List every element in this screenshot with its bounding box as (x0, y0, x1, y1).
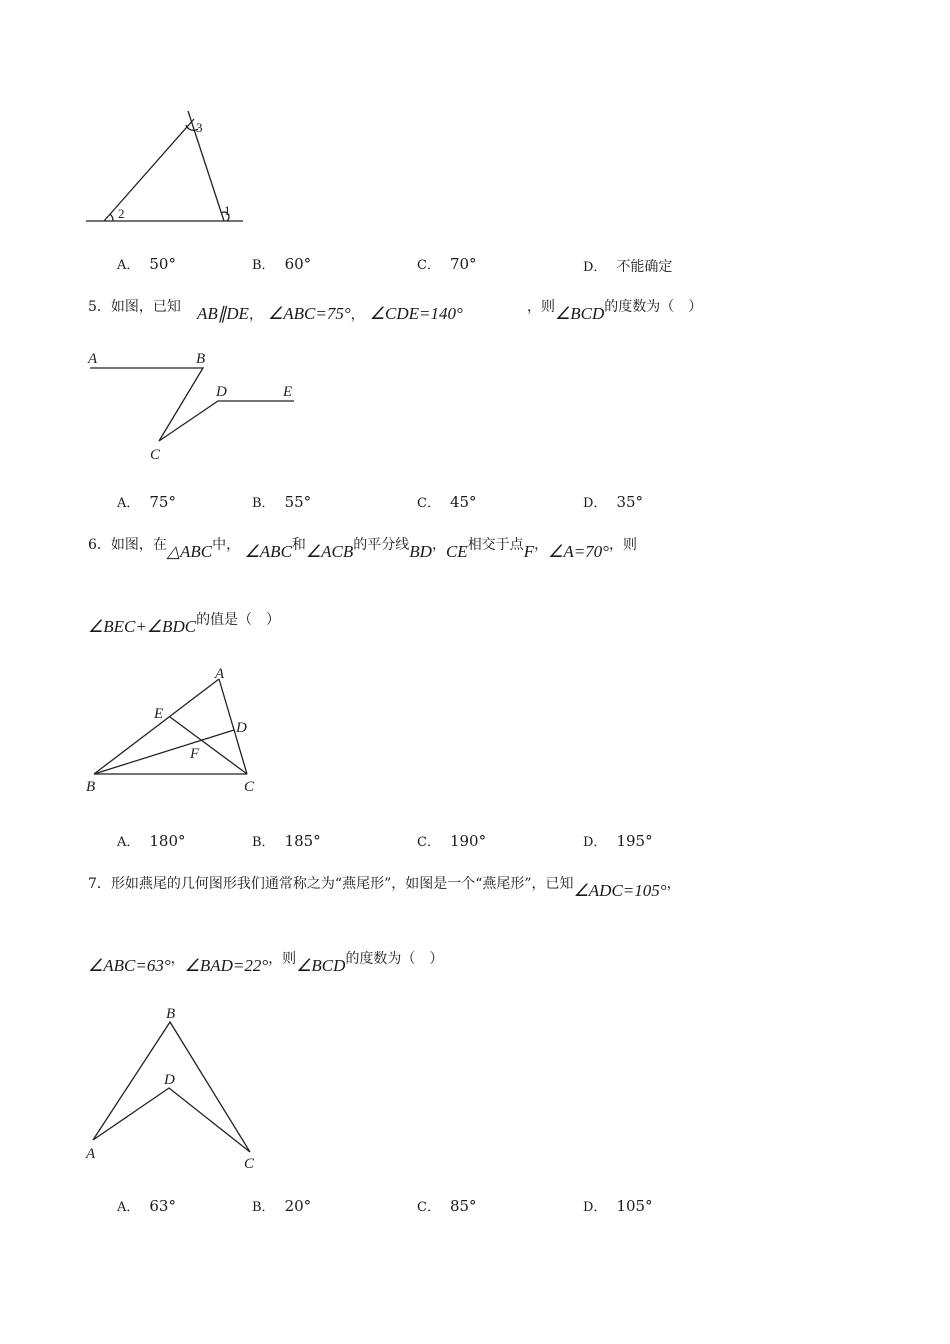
stem-text: 如图，已知 (110, 299, 181, 315)
math-expression: ∠ABC=75° (268, 304, 351, 323)
option-letter: B． (252, 258, 275, 273)
math-expression: ∠BCD (555, 304, 605, 323)
q5-figure (80, 345, 310, 465)
stem-text: 的度数为（ ） (604, 299, 703, 315)
option-text: 75° (149, 493, 176, 511)
option-text: 55° (284, 493, 312, 511)
q6-side-ab (94, 679, 219, 774)
q5-label-c: C (150, 447, 161, 463)
question-number: 5． (88, 299, 111, 315)
option-letter: A． (117, 1200, 140, 1215)
q4-option-b[interactable] (252, 254, 311, 273)
option-text: 35° (616, 493, 644, 511)
q6-label-f: F (190, 746, 200, 762)
q7-label-d: D (164, 1072, 175, 1088)
q5-label-e: E (283, 384, 293, 400)
option-text: 20° (284, 1197, 312, 1215)
q6-figure (80, 660, 270, 800)
stem-text: 和 (291, 537, 306, 553)
q7-figure (80, 1000, 280, 1175)
q7-label-b: B (166, 1006, 176, 1022)
math-expression: ∠BEC+∠BDC (88, 617, 197, 636)
option-text: 70° (449, 255, 477, 273)
option-letter: D． (583, 496, 607, 511)
option-text: 180° (149, 832, 186, 850)
q6-stem-line-2 (88, 609, 281, 636)
math-expression: ∠A=70° (548, 542, 609, 561)
stem-text: ， (170, 951, 185, 967)
q6-option-b[interactable] (252, 831, 321, 850)
stem-text: 的值是（ ） (196, 612, 281, 628)
q6-label-e: E (154, 706, 164, 722)
option-text: 190° (449, 832, 487, 850)
math-expression: △ABC (166, 542, 213, 561)
q7-label-c: C (244, 1156, 255, 1172)
q4-option-c[interactable] (417, 254, 477, 273)
option-text: 45° (449, 493, 477, 511)
option-text: 85° (449, 1197, 477, 1215)
q5-label-b: B (196, 351, 206, 367)
option-letter: C． (417, 1200, 440, 1215)
stem-text: ，则 (268, 951, 297, 967)
option-letter: D． (583, 260, 607, 275)
math-expression: CE (445, 542, 468, 561)
q6-label-d: D (236, 720, 247, 736)
option-letter: A． (117, 258, 140, 273)
q4-figure (80, 105, 260, 230)
q6-label-c: C (244, 779, 255, 795)
q4-label-1: 1 (224, 203, 231, 218)
q7-option-a[interactable] (117, 1196, 176, 1215)
option-text: 60° (284, 255, 312, 273)
question-number: 6． (88, 537, 111, 553)
question-number: 7． (88, 876, 111, 892)
option-letter: D． (583, 835, 607, 850)
q7-option-b[interactable] (252, 1196, 311, 1215)
q6-stem-line-1 (88, 534, 637, 561)
q4-label-2: 2 (118, 206, 125, 221)
option-letter: B． (252, 1200, 275, 1215)
q4-angle-arc-2 (110, 214, 113, 221)
stem-text: 的平分线 (353, 537, 410, 553)
q7-option-d[interactable] (583, 1196, 653, 1215)
q6-bisector-bd (94, 730, 234, 774)
option-letter: C． (417, 258, 440, 273)
q4-right-side (188, 111, 224, 221)
option-text: 50° (149, 255, 176, 273)
option-letter: B． (252, 835, 275, 850)
q5-stem-math (197, 304, 463, 324)
q4-label-3: 3 (196, 120, 203, 135)
option-letter: A． (117, 496, 140, 511)
q6-option-d[interactable] (583, 831, 653, 850)
stem-text: 形如燕尾的几何图形我们通常称之为“燕尾形”，如图是一个“燕尾形”，已知 (110, 876, 574, 892)
q5-stem (88, 296, 181, 316)
q4-option-d[interactable] (583, 256, 672, 276)
option-letter: B． (252, 496, 275, 511)
stem-text: 的度数为（ ） (345, 951, 444, 967)
stem-text: 中， (212, 537, 241, 553)
math-expression: F (523, 542, 535, 561)
q5-figure-lines (90, 368, 294, 441)
stem-text: ， (350, 307, 365, 323)
stem-text: ，则 (527, 299, 555, 315)
stem-text: 相交于点 (467, 537, 524, 553)
stem-text: ， (248, 307, 263, 323)
q6-label-a: A (215, 666, 225, 682)
q4-option-a[interactable] (117, 254, 176, 273)
q5-option-a[interactable] (117, 492, 176, 511)
stem-text: 如图，在 (110, 537, 167, 553)
stem-text: ， (534, 537, 549, 553)
math-expression: ∠ABC=63° (88, 956, 171, 975)
q7-label-a: A (86, 1146, 96, 1162)
stem-text: ， (666, 876, 681, 892)
q7-stem-line-2 (88, 948, 444, 975)
math-expression: BD (409, 542, 432, 561)
option-letter: D． (583, 1200, 607, 1215)
q6-option-a[interactable] (117, 831, 186, 850)
math-expression: ∠BCD (296, 956, 346, 975)
math-expression: ∠CDE=140° (369, 304, 463, 323)
q5-option-b[interactable] (252, 492, 311, 511)
option-text: 195° (616, 832, 653, 850)
q5-label-d: D (216, 384, 227, 400)
option-letter: A． (117, 835, 140, 850)
math-expression: ∠ACB (305, 542, 354, 561)
q6-label-b: B (86, 779, 96, 795)
option-letter: C． (417, 496, 440, 511)
math-expression: ∠ABC (244, 542, 292, 561)
q5-stem-end (527, 296, 703, 323)
option-text: 63° (149, 1197, 176, 1215)
option-text: 185° (284, 832, 321, 850)
q5-label-a: A (88, 351, 98, 367)
q6-option-c[interactable] (417, 831, 486, 850)
math-expression: ∠BAD=22° (184, 956, 269, 975)
option-text: 不能确定 (616, 259, 673, 275)
option-letter: C． (417, 835, 440, 850)
math-expression: ∠ADC=105° (573, 881, 667, 900)
math-expression: AB∥DE (197, 304, 249, 323)
q7-stem-line-1 (88, 873, 681, 900)
q5-option-c[interactable] (417, 492, 477, 511)
q7-option-c[interactable] (417, 1196, 477, 1215)
option-text: 105° (616, 1197, 653, 1215)
stem-text: ，则 (608, 537, 637, 553)
stem-text: ， (431, 537, 446, 553)
q5-option-d[interactable] (583, 492, 643, 511)
